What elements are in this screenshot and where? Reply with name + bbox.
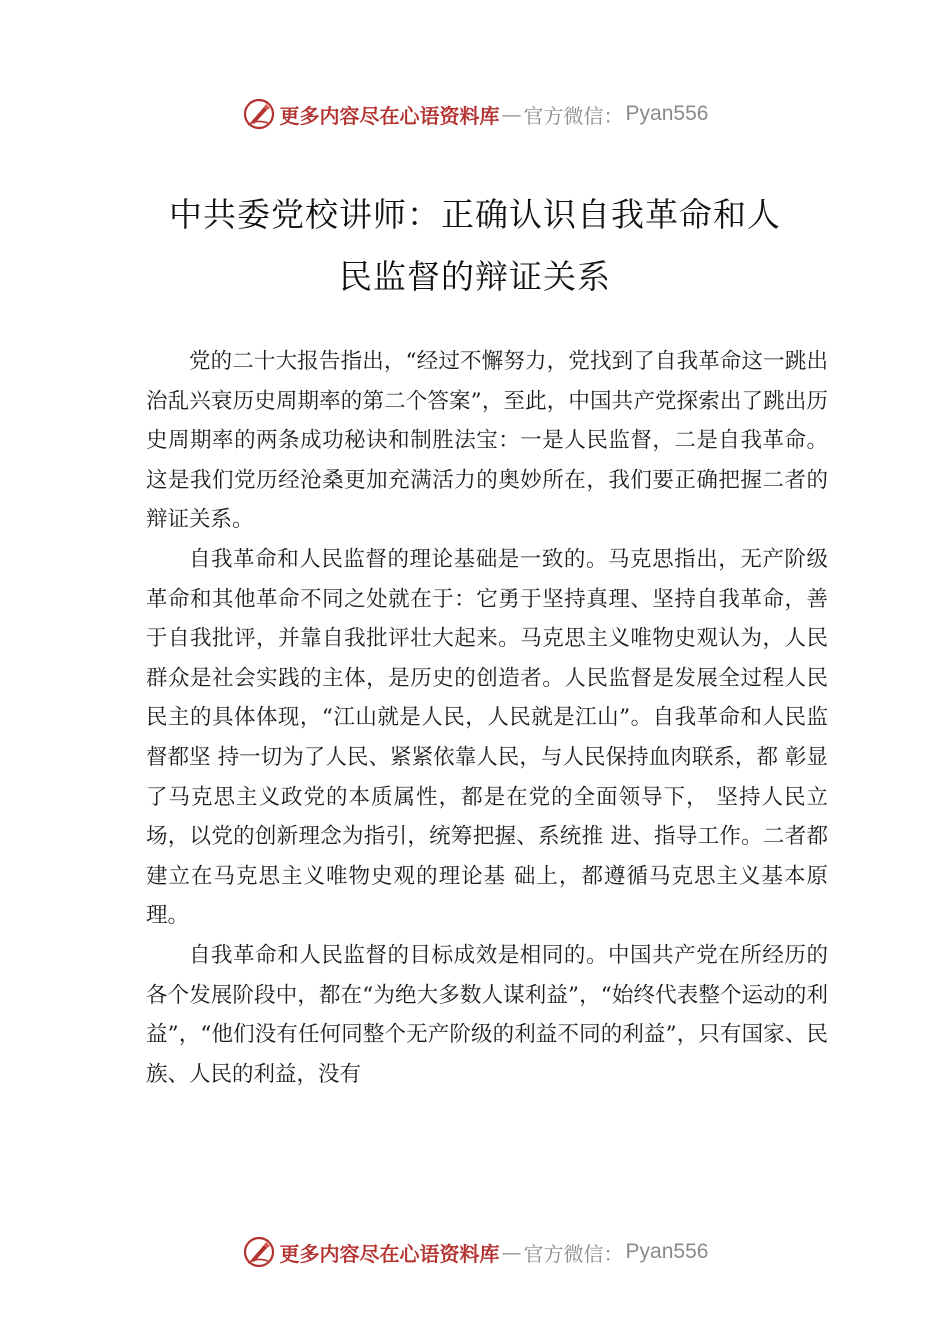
wechat-label: 官方微信： [523, 1241, 624, 1266]
paragraph-3: 自我革命和人民监督的目标成效是相同的。中国共产党在所经历的各个发展阶段中，都在“为绝大多数人谋利益”，“始终代表整个运动的利益”，“他们没有任何同整个无产阶级的利益不同的利益”，只有国家、民族、人民的利益，没有 [146, 942, 828, 1087]
pen-circle-logo-icon [242, 97, 276, 131]
header-banner [0, 94, 950, 134]
title-line-1: 中共委党校讲师：正确认识自我革命和人 [169, 195, 781, 234]
wechat-id: Pyan556 [625, 1240, 709, 1263]
title-line-2: 民监督的辩证关系 [339, 257, 611, 296]
pen-circle-logo-icon [242, 1235, 276, 1269]
wechat-label: 官方微信： [523, 103, 624, 128]
promo-text: 更多内容尽在心语资料库 [279, 1241, 500, 1266]
paragraph-2: 自我革命和人民监督的理论基础是一致的。马克思指出，无产阶级革命和其他革命不同之处就在于：它勇于坚持真理、坚持自我革命，善于自我批评，并靠自我批评壮大起来。马克思主义唯物史观认为，人民群众是社会实践的主体，是历史的创造者。人民监督是发展全过程人民民主的具体体现，“江山就是人民，人民就是江山”。自我革命和人民监督都坚 持一切为了人民、紧紧依靠人民，与人民保持血肉联系，都 彰显了马克思主义政党的本质属性，都是在党的全面领导下， 坚持人民立场，以党的创新理念为指引，统筹把握、系统推 进、指导工作。二者都建立在马克思主义唯物史观的理论基 础上，都遵循马克思主义基本原理。 [146, 546, 828, 929]
banner-separator: — [501, 102, 522, 126]
wechat-id: Pyan556 [625, 102, 709, 125]
footer-banner [0, 1232, 950, 1272]
document-title [120, 184, 830, 308]
banner-separator: — [501, 1240, 522, 1264]
article-body [146, 342, 828, 1094]
paragraph-1: 党的二十大报告指出，“经过不懈努力，党找到了自我革命这一跳出治乱兴衰历史周期率的第二个答案”，至此，中国共产党探索出了跳出历史周期率的两条成功秘诀和制胜法宝：一是人民监督，二是自我革命。这是我们党历经沧桑更加充满活力的奥妙所在，我们要正确把握二者的辩证关系。 [146, 349, 828, 533]
promo-text: 更多内容尽在心语资料库 [279, 103, 500, 128]
